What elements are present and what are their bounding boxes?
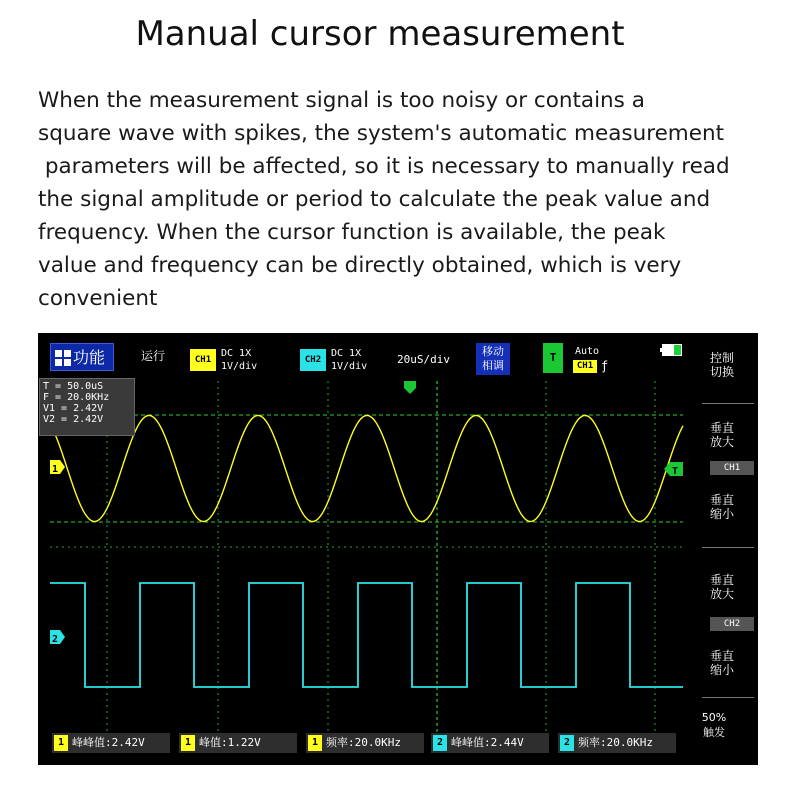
switch-label: 切换	[709, 365, 734, 379]
measurement-text: 峰峰值:2.42V	[72, 736, 145, 749]
paragraph-line: convenient	[38, 286, 158, 311]
measurement-text: 频率:20.0KHz	[578, 736, 653, 749]
cursor-lines	[50, 415, 683, 522]
ch1-scale: 1V/div	[221, 361, 258, 372]
trigger-level-value: 50%	[701, 711, 727, 724]
cursor-frequency: F = 20.0KHz	[43, 392, 110, 403]
zoom-in-label: 放大	[709, 435, 734, 449]
vertical-label: 垂直	[709, 493, 734, 507]
trigger-position-marker[interactable]	[404, 381, 416, 394]
paragraph-line: parameters will be affected, so it is necessary to manually read	[38, 154, 730, 179]
trigger-edge-icon: ƒ	[601, 359, 609, 373]
measurement-ch2-peak-to-peak[interactable]	[431, 733, 549, 753]
trigger-label: 触发	[703, 726, 725, 739]
description-paragraph	[38, 84, 788, 315]
paragraph-line: When the measurement signal is too noisy or contains a	[38, 88, 645, 113]
ch1-sine-wave	[50, 416, 683, 522]
grid-menu-icon	[55, 350, 71, 366]
zoom-out-label: 缩小	[709, 663, 734, 677]
measurement-ch1-peak-to-peak[interactable]	[52, 733, 170, 753]
function-label: 功能	[73, 348, 106, 367]
zoom-out-label: 缩小	[709, 507, 734, 521]
measurement-text: 峰峰值:2.44V	[451, 736, 524, 749]
paragraph-line: value and frequency can be directly obtained, which is very	[38, 253, 682, 278]
ch2-vertical-zoom-out-button[interactable]	[686, 649, 758, 677]
waveform-display	[38, 333, 758, 765]
control-switch-button[interactable]	[686, 351, 758, 379]
trigger-mode[interactable]: Auto	[575, 346, 600, 357]
trigger-marker-label: T	[672, 466, 679, 477]
phase-label: 相调	[482, 359, 504, 372]
ch2-scale: 1V/div	[331, 361, 368, 372]
trigger-level-button[interactable]	[689, 710, 739, 740]
channel-number: 2	[433, 735, 447, 751]
ch1-marker-label: 1	[52, 464, 59, 475]
ch2-marker-label: 2	[52, 634, 59, 645]
measurement-text: 峰值:1.22V	[199, 736, 261, 749]
trigger-source-badge[interactable]: CH1	[573, 360, 597, 373]
paragraph-line: frequency. When the cursor function is available, the peak	[38, 220, 666, 245]
cursor-readout-panel	[39, 378, 135, 436]
timebase-readout[interactable]: 20uS/div	[397, 353, 450, 366]
ch2-square-wave	[50, 583, 683, 687]
measurement-text: 频率:20.0KHz	[326, 736, 401, 749]
move-label: 移动	[482, 345, 504, 358]
battery-icon	[662, 344, 682, 356]
ch2-selector[interactable]: CH2	[710, 617, 754, 631]
cursor-v2: V2 = 2.42V	[43, 414, 104, 425]
zoom-in-label: 放大	[709, 587, 734, 601]
move-phase-button[interactable]	[476, 343, 510, 375]
page-heading: Manual cursor measurement	[135, 14, 625, 54]
ch2-coupling: DC 1X	[331, 348, 362, 359]
channel-number: 2	[560, 735, 574, 751]
menu-divider	[702, 403, 754, 404]
ch2-badge[interactable]: CH2	[300, 349, 326, 371]
vertical-label: 垂直	[709, 649, 734, 663]
ch1-vertical-zoom-in-button[interactable]	[686, 421, 758, 449]
control-label: 控制	[709, 351, 734, 365]
vertical-label: 垂直	[709, 573, 734, 587]
cursor-period: T = 50.0uS	[43, 381, 104, 392]
ch1-selector[interactable]: CH1	[710, 461, 754, 475]
ch1-badge[interactable]: CH1	[190, 349, 216, 371]
run-status[interactable]: 运行	[141, 349, 166, 363]
menu-divider	[702, 697, 754, 698]
grid-vertical-lines	[107, 381, 655, 733]
measurement-ch1-frequency[interactable]	[306, 733, 424, 753]
measurement-ch1-peak[interactable]	[179, 733, 297, 753]
trigger-badge[interactable]: T	[543, 343, 563, 373]
channel-number: 1	[54, 735, 68, 751]
paragraph-line: the signal amplitude or period to calculate the peak value and	[38, 187, 711, 212]
oscilloscope-screen	[38, 333, 758, 765]
menu-divider	[702, 547, 754, 548]
ch1-coupling: DC 1X	[221, 348, 252, 359]
channel-number: 1	[181, 735, 195, 751]
vertical-label: 垂直	[709, 421, 734, 435]
ch2-vertical-zoom-in-button[interactable]	[686, 573, 758, 601]
cursor-v1: V1 = 2.42V	[43, 403, 104, 414]
measurement-ch2-frequency[interactable]	[558, 733, 676, 753]
function-button[interactable]	[50, 343, 114, 371]
paragraph-line: square wave with spikes, the system's automatic measurement	[38, 121, 725, 146]
ch1-vertical-zoom-out-button[interactable]	[686, 493, 758, 521]
channel-number: 1	[308, 735, 322, 751]
